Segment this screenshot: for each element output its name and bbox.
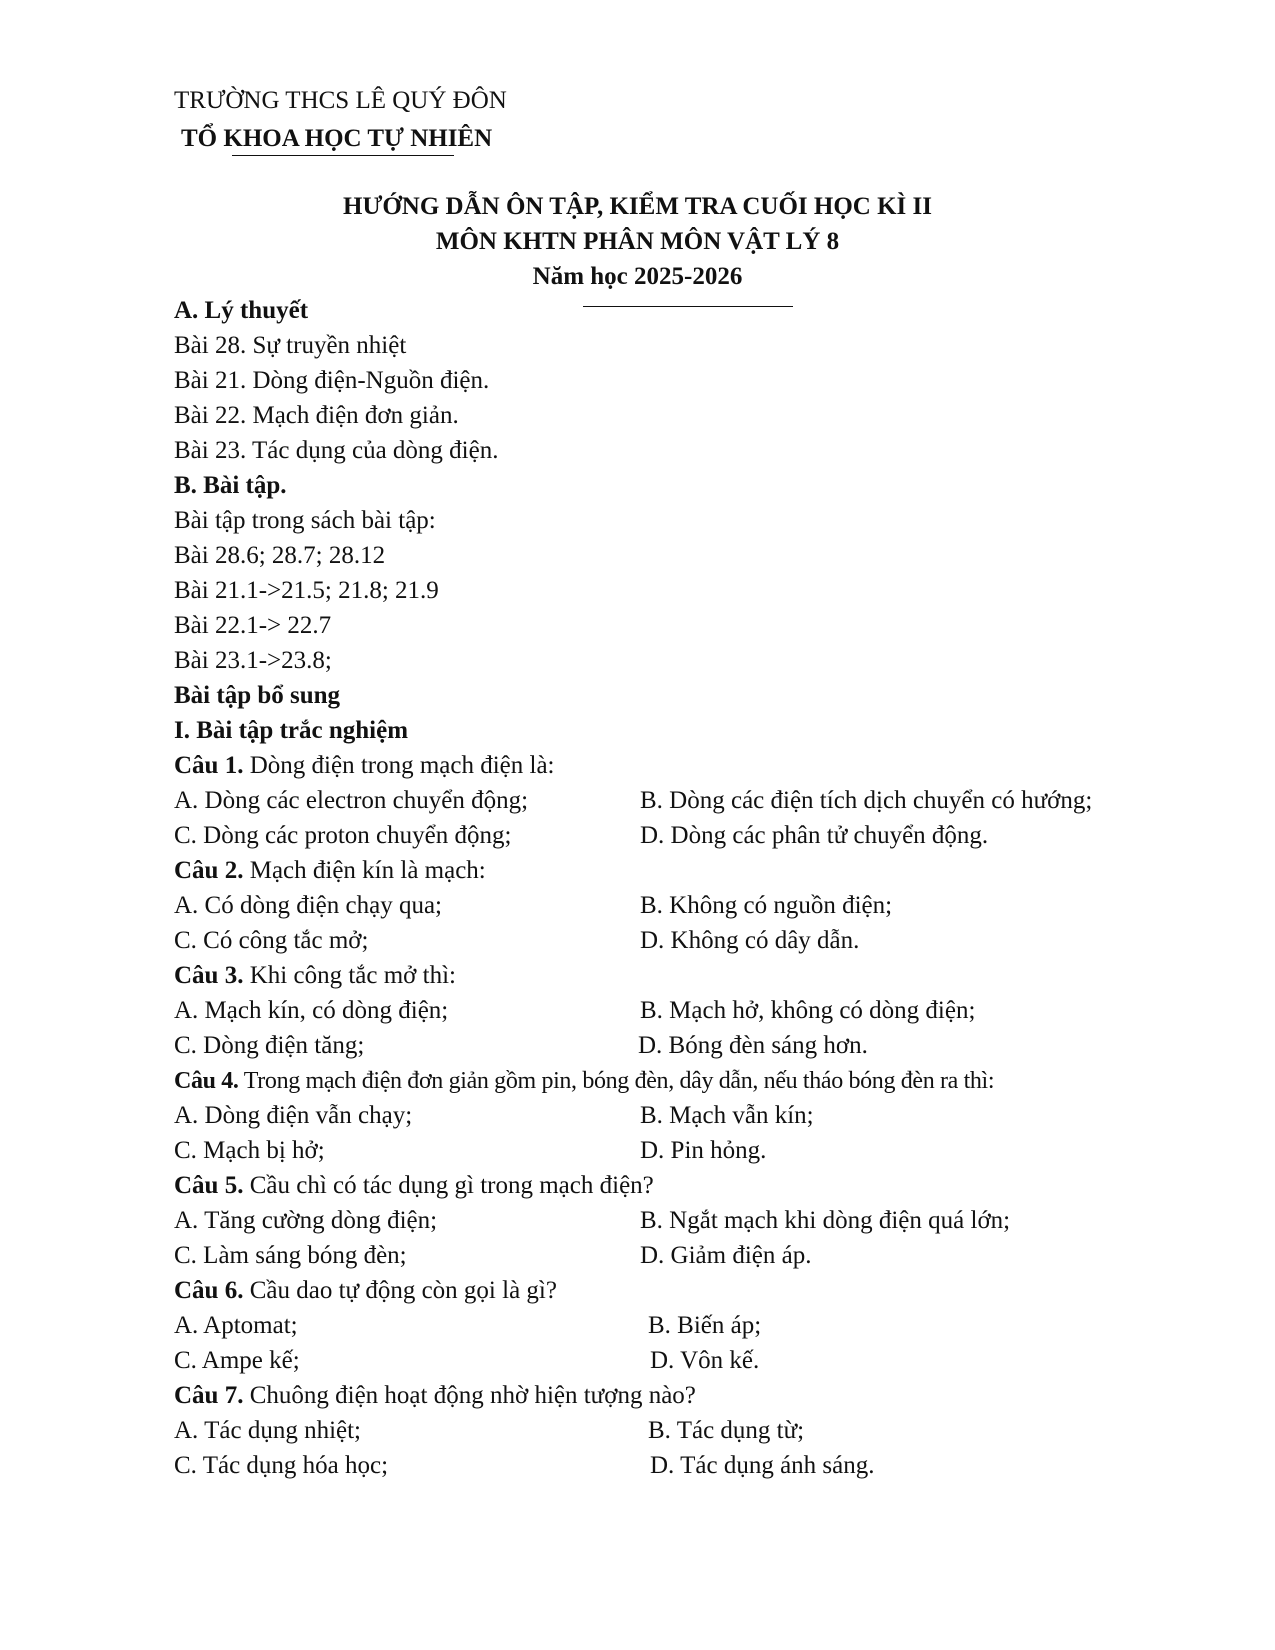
question-4 [174,1066,994,1096]
option-c: C. Dòng các proton chuyển động; [174,822,512,849]
question-5 [174,1171,654,1201]
option-a: A. Mạch kín, có dòng điện; [174,997,449,1024]
theory-item: Bài 21. Dòng điện-Nguồn điện. [174,367,490,394]
exercise-item: Bài 23.1->23.8; [174,647,332,674]
question-text: Cầu dao tự động còn gọi là gì? [243,1277,557,1304]
option-c: C. Có công tắc mở; [174,927,369,954]
question-text: Mạch điện kín là mạch: [243,857,486,884]
question-2 [174,856,486,886]
option-b: B. Tác dụng từ; [648,1417,805,1444]
option-d: D. Bóng đèn sáng hơn. [638,1032,868,1059]
question-label: Câu 6. [174,1277,244,1304]
theory-item: Bài 22. Mạch điện đơn giản. [174,402,459,429]
option-b: B. Dòng các điện tích dịch chuyển có hướng; [640,787,1093,814]
department-name: TỔ KHOA HỌC TỰ NHIÊN [181,125,493,152]
exercise-item: Bài 28.6; 28.7; 28.12 [174,542,386,569]
mcq-heading: I. Bài tập trắc nghiệm [174,717,409,744]
question-text: Cầu chì có tác dụng gì trong mạch điện? [243,1172,654,1199]
option-b: B. Mạch hở, không có dòng điện; [640,997,976,1024]
question-7 [174,1381,696,1411]
option-a: A. Aptomat; [174,1312,298,1339]
title-line-2: MÔN KHTN PHÂN MÔN VẬT LÝ 8 [435,228,840,255]
theory-item: Bài 28. Sự truyền nhiệt [174,332,407,359]
option-b: B. Biến áp; [648,1312,762,1339]
exercises-heading: B. Bài tập. [174,472,287,499]
option-a: A. Có dòng điện chạy qua; [174,892,443,919]
option-c: C. Làm sáng bóng đèn; [174,1242,407,1269]
question-label: Câu 5. [174,1172,244,1199]
question-3 [174,961,456,991]
option-a: A. Tăng cường dòng điện; [174,1207,438,1234]
department-underline [232,155,454,156]
option-d: D. Tác dụng ánh sáng. [650,1452,875,1479]
option-a: A. Dòng điện vẫn chạy; [174,1102,413,1129]
exercise-item: Bài 21.1->21.5; 21.8; 21.9 [174,577,439,604]
option-b: B. Ngắt mạch khi dòng điện quá lớn; [640,1207,1011,1234]
option-c: C. Ampe kế; [174,1347,300,1374]
question-label: Câu 1. [174,752,244,779]
exercise-item: Bài 22.1-> 22.7 [174,612,332,639]
option-d: D. Pin hỏng. [640,1137,767,1164]
option-d: D. Vôn kế. [650,1347,760,1374]
option-d: D. Không có dây dẫn. [640,927,860,954]
option-b: B. Không có nguồn điện; [640,892,893,919]
option-c: C. Dòng điện tăng; [174,1032,365,1059]
title-line-3: Năm học 2025-2026 [532,263,743,290]
option-c: C. Tác dụng hóa học; [174,1452,389,1479]
option-a: A. Dòng các electron chuyển động; [174,787,529,814]
question-text: Dòng điện trong mạch điện là: [243,752,555,779]
question-label: Câu 7. [174,1382,244,1409]
question-6 [174,1276,557,1306]
school-name: TRƯỜNG THCS LÊ QUÝ ĐÔN [174,87,507,114]
title-line-1: HƯỚNG DẪN ÔN TẬP, KIỂM TRA CUỐI HỌC KÌ II [343,193,932,220]
question-text: Trong mạch điện đơn giản gồm pin, bóng đèn, dây dẫn, nếu tháo bóng đèn ra thì: [238,1068,995,1094]
option-c: C. Mạch bị hở; [174,1137,325,1164]
question-label: Câu 3. [174,962,244,989]
option-a: A. Tác dụng nhiệt; [174,1417,361,1444]
supplement-heading: Bài tập bổ sung [174,682,341,709]
question-1 [174,751,555,781]
question-label: Câu 2. [174,857,244,884]
theory-heading: A. Lý thuyết [174,297,309,324]
option-b: B. Mạch vẫn kín; [640,1102,814,1129]
exercises-intro: Bài tập trong sách bài tập: [174,507,436,534]
theory-item: Bài 23. Tác dụng của dòng điện. [174,437,499,464]
title-underline [583,306,793,307]
question-text: Chuông điện hoạt động nhờ hiện tượng nào? [243,1382,696,1409]
question-text: Khi công tắc mở thì: [243,962,456,989]
option-d: D. Giảm điện áp. [640,1242,812,1269]
option-d: D. Dòng các phân tử chuyển động. [640,822,989,849]
question-label: Câu 4. [174,1068,239,1094]
